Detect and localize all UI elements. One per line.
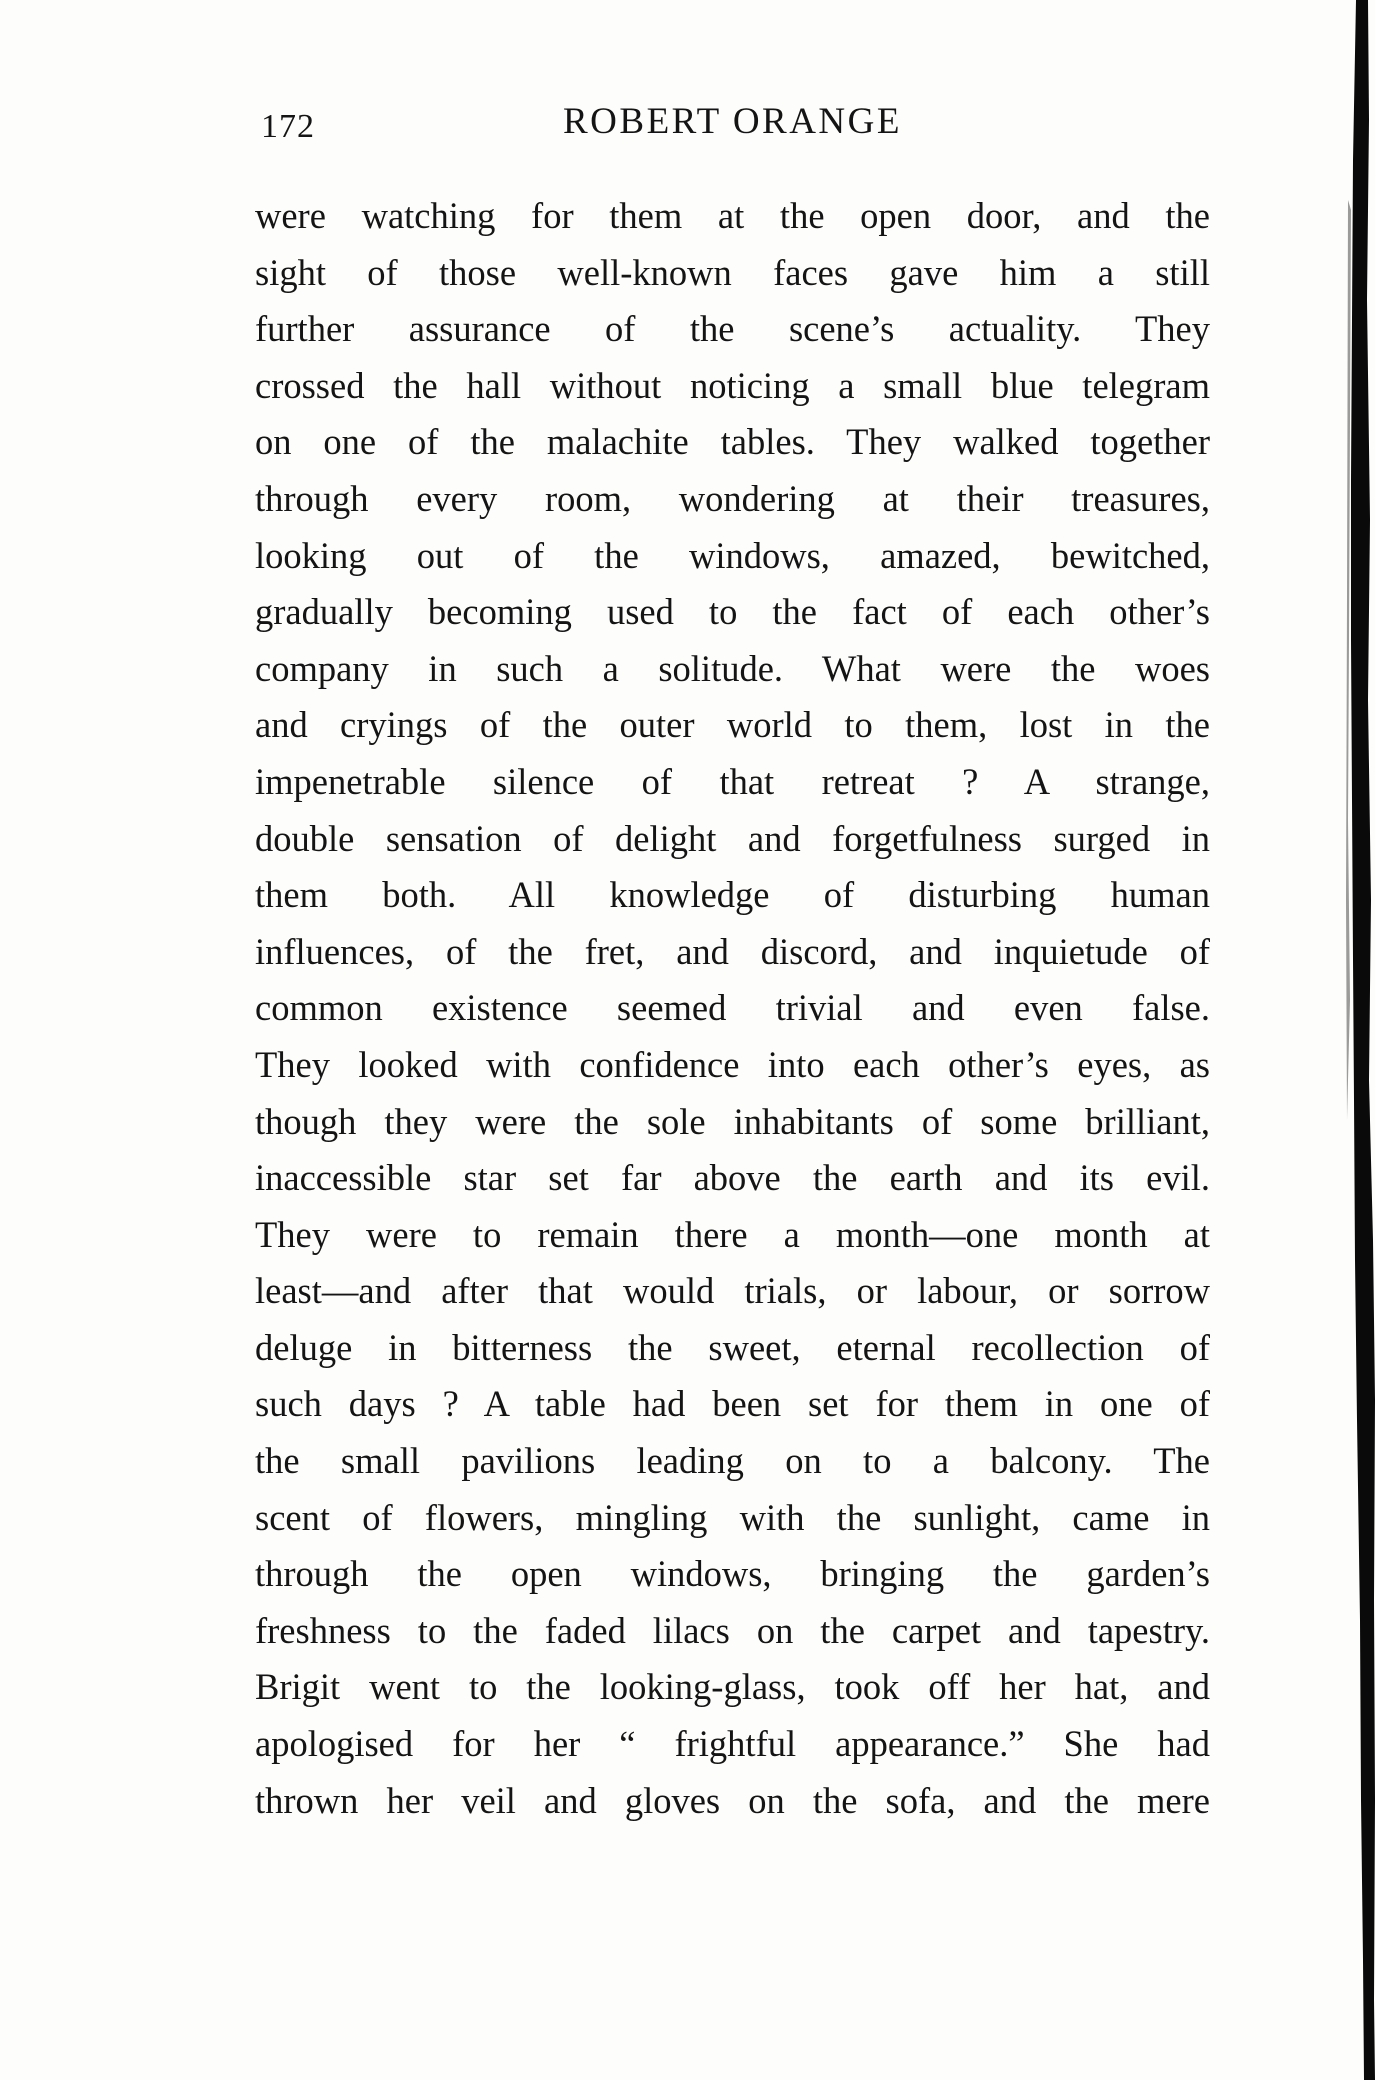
text-line: influences, of the fret, and discord, and inquietude of	[255, 930, 1210, 972]
text-line: though they were the sole inhabitants of some brilliant,	[255, 1100, 1210, 1142]
binding-shadow-graphic	[1320, 0, 1375, 2080]
text-line: through every room, wondering at their treasures,	[255, 477, 1210, 519]
running-head	[255, 100, 1210, 150]
text-line: were watching for them at the open door, and the	[255, 195, 1210, 236]
page-number: 172	[261, 108, 315, 145]
text-line: freshness to the faded lilacs on the carpet and tapestry.	[255, 1609, 1210, 1651]
body-text	[255, 188, 1210, 1829]
text-line: Brigit went to the looking-glass, took off her hat, and	[255, 1666, 1210, 1708]
binding-shadow	[1320, 0, 1375, 2080]
text-line: company in such a solitude. What were the woes	[255, 647, 1210, 689]
text-line: double sensation of delight and forgetfulness surged in	[255, 817, 1210, 859]
text-line: sight of those well-known faces gave him a still	[255, 251, 1210, 293]
text-line: inaccessible star set far above the earth and its evil.	[255, 1157, 1210, 1199]
text-line: common existence seemed trivial and even false.	[255, 987, 1210, 1029]
text-line: crossed the hall without noticing a small blue telegram	[255, 364, 1210, 406]
text-line: on one of the malachite tables. They walked together	[255, 421, 1210, 463]
text-line: the small pavilions leading on to a balcony. The	[255, 1440, 1210, 1482]
text-line: apologised for her “ frightful appearance.” She had	[255, 1723, 1210, 1765]
text-line: gradually becoming used to the fact of each other’s	[255, 591, 1210, 633]
text-line: further assurance of the scene’s actuality. They	[255, 308, 1210, 350]
text-line: deluge in bitterness the sweet, eternal recollection of	[255, 1326, 1210, 1368]
text-line: impenetrable silence of that retreat ? A strange,	[255, 760, 1210, 802]
text-line: such days ? A table had been set for them in one of	[255, 1383, 1210, 1425]
text-line: least—and after that would trials, or labour, or sorrow	[255, 1270, 1210, 1312]
text-line: them both. All knowledge of disturbing human	[255, 874, 1210, 916]
text-line: They were to remain there a month—one month at	[255, 1213, 1210, 1255]
text-line: They looked with confidence into each other’s eyes, as	[255, 1043, 1210, 1085]
text-line: through the open windows, bringing the garden’s	[255, 1553, 1210, 1595]
text-line: looking out of the windows, amazed, bewitched,	[255, 534, 1210, 576]
text-line: and cryings of the outer world to them, lost in the	[255, 704, 1210, 746]
text-line: scent of flowers, mingling with the sunlight, came in	[255, 1496, 1210, 1538]
text-line: thrown her veil and gloves on the sofa, and the mere	[255, 1779, 1210, 1821]
running-title: ROBERT ORANGE	[563, 101, 902, 142]
